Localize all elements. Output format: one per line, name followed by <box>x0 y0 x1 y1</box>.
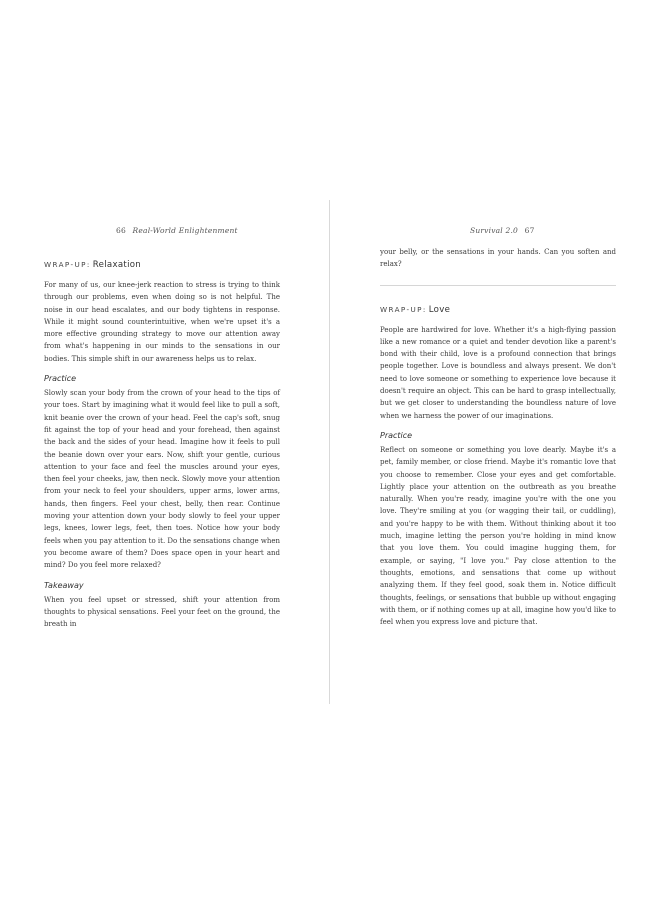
right-page-number: 67 <box>524 226 535 235</box>
takeaway-continuation: your belly, or the sensations in your hands. Can you soften and relax? <box>380 248 616 269</box>
left-page-number: 66 <box>116 226 126 235</box>
left-running-head-title: Real-World Enlightenment <box>132 226 238 235</box>
relaxation-heading-label: WRAP-UP: <box>44 260 91 269</box>
love-intro: People are hardwired for love. Whether it's a high-flying passion like a new romance or a quiet and tender devotion like a parent's bond with their child, love is a profound connection that brings people together. Love is boundless and always present. We don't need to love someone or something to experience love because it doesn't require an object. This can be hard to grasp intellectually, but we get closer to understanding the boundless nature of love when we harness the power of our imaginations. <box>380 325 616 420</box>
right-text-column <box>380 246 616 628</box>
relaxation-takeaway-text: When you feel upset or stressed, shift your attention from thoughts to physical sensations. Feel your feet on the ground, the breath in <box>44 595 280 629</box>
left-running-head <box>112 226 238 235</box>
love-practice-heading: Practice <box>380 430 413 440</box>
right-running-head <box>470 226 539 235</box>
love-heading-label: WRAP-UP: <box>380 304 427 314</box>
love-heading-title: Love <box>428 304 451 315</box>
relaxation-heading <box>44 252 280 271</box>
right-page <box>330 0 660 904</box>
left-text-column <box>44 252 280 630</box>
relaxation-practice-heading: Practice <box>44 374 77 384</box>
section-divider <box>380 285 616 286</box>
relaxation-takeaway-heading: Takeaway <box>44 580 84 590</box>
love-practice-text: Reflect on someone or something you love dearly. Maybe it's a pet, family member, or close friend. Maybe it's romantic love that you choose to remember. Close your eyes and get comfortable. Lightly place your attention on the outbreath as you breathe naturally. When you're ready, imagine you're with the one you love. They're smiling at you (or wagging their tail, or cuddling), and you're happy to be with them. Without thinking about it too much, imagine letting the person you're holding in mind know that you love them. You could imagine hugging them, for example, or saying, "I love you." Pay close attention to the thoughts, emotions, and sensations that come up without analyzing them. If they feel good, soak them in. Notice difficult thoughts, feelings, or sensations that bubble up without engaging with them, or if nothing comes up at all, imagine how you'd like to feel when you express love and picture that. <box>380 445 616 627</box>
love-heading <box>380 297 616 316</box>
relaxation-intro: For many of us, our knee-jerk reaction to stress is trying to think through our problems, even when doing so is not helpful. The noise in our head escalates, and our body tightens in response. While it might sound counterintuitive, when we're upset it's a more effective grounding strategy to move our attention away from what's happening in our minds to the sensations in our bodies. This simple shift in our awareness helps us to relax. <box>44 281 280 363</box>
relaxation-heading-title: Relaxation <box>92 260 142 270</box>
relaxation-practice-text: Slowly scan your body from the crown of your head to the tips of your toes. Start by imagining what it would feel like to pull a soft, knit beanie over the crown of your head. Feel the cap's soft, snug fit against the top of your head and your forehead, then against the back and the sides of your head. Imagine how it feels to pull the beanie down over your ears. Now, shift your gentle, curious attention to your face and feel the muscles around your eyes, then feel your cheeks, jaw, then neck. Slowly move your attention from your neck to feel your shoulders, upper arms, lower arms, hands, then fingers. Feel your chest, belly, then rear. Continue moving your attention down your body slowly to feel your upper legs, knees, lower legs, feet, then toes. Notice how your body feels when you pay attention to it. Do the sensations change when you become aware of them? Does space open in your heart and mind? Do you feel more relaxed? <box>44 389 280 570</box>
right-running-head-title: Survival 2.0 <box>470 226 519 235</box>
